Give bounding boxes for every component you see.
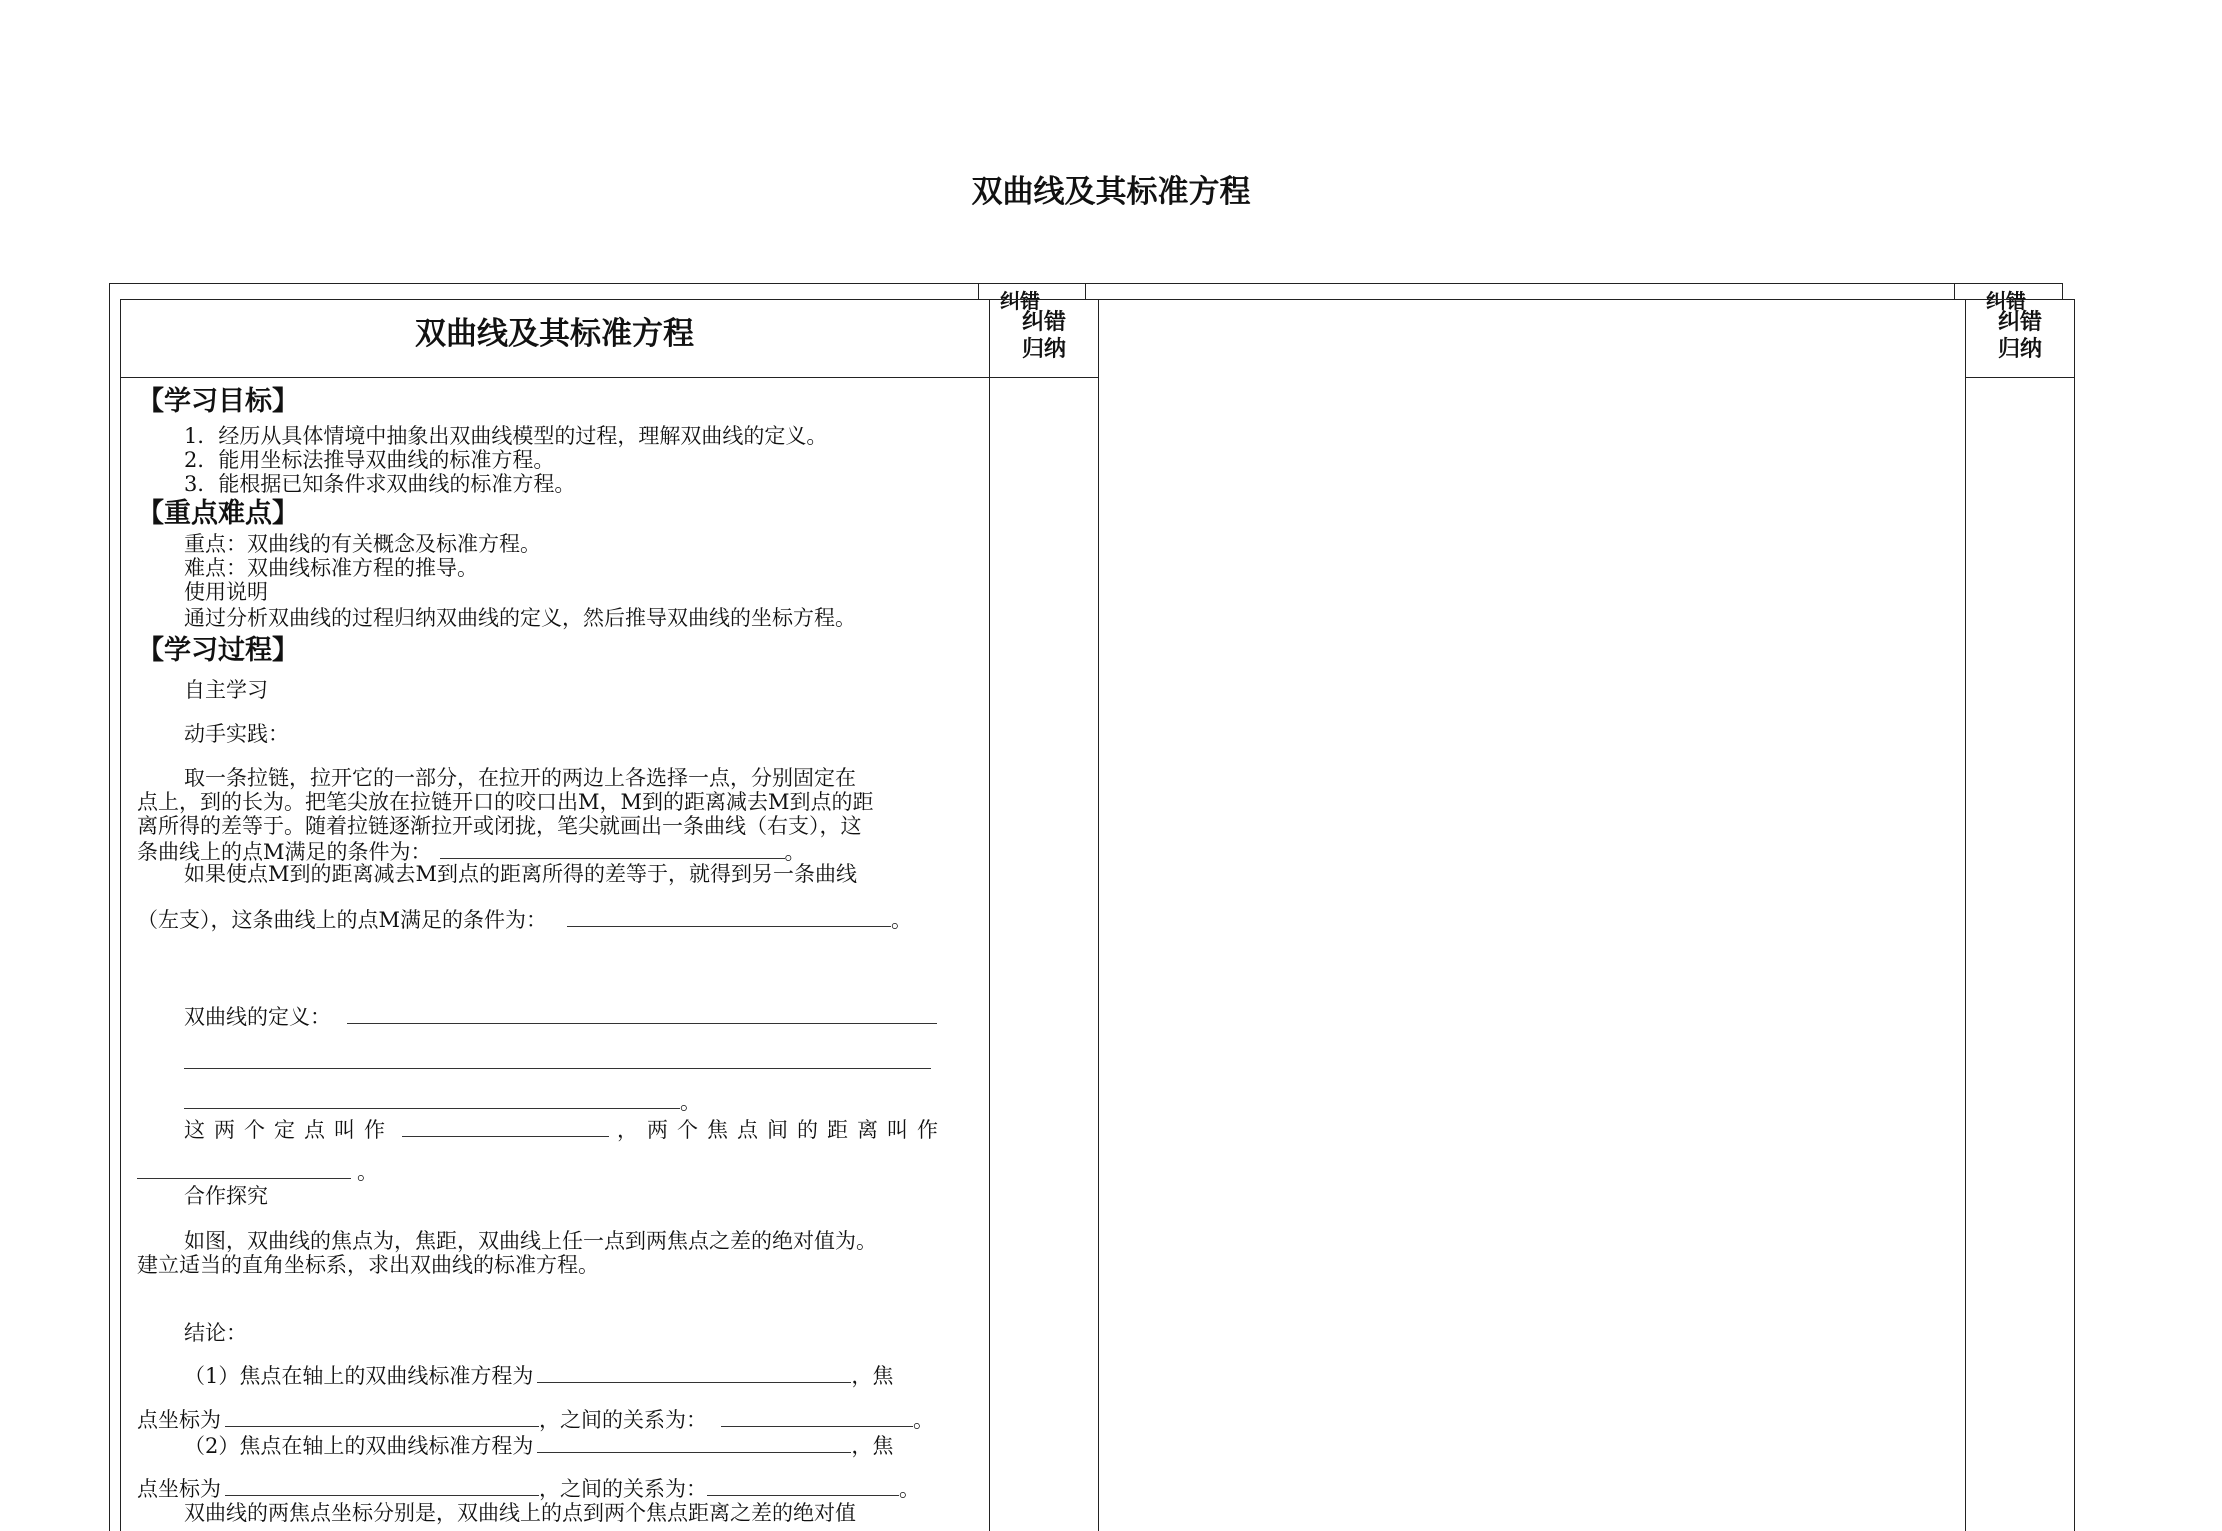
para-line: 如图，双曲线的焦点为，焦距，双曲线上任一点到两焦点之差的绝对值为。 — [184, 1229, 877, 1253]
goal-item: 1．经历从具体情境中抽象出双曲线模型的过程，理解双曲线的定义。 — [184, 424, 828, 448]
para-line: 点上，到的长为。把笔尖放在拉链开口的咬口出M，M到的距离减去M到点的距 — [137, 790, 874, 814]
para-line: 双曲线的两焦点坐标分别是，双曲线上的点到两个焦点距离之差的绝对值 — [184, 1501, 856, 1525]
fill-blank[interactable] — [137, 1158, 351, 1179]
conclusion-text: 点坐标为 — [137, 1477, 221, 1501]
fill-blank[interactable] — [347, 1003, 937, 1024]
definition-line — [184, 1088, 701, 1114]
fill-blank[interactable] — [567, 906, 891, 927]
para-line — [137, 838, 806, 864]
cooperative-label: 合作探究 — [184, 1184, 268, 1208]
para-line: 离所得的差等于。随着拉链逐渐拉开或闭拢，笔尖就画出一条曲线（右支），这 — [137, 814, 862, 838]
fill-blank[interactable] — [721, 1406, 913, 1427]
side-label-line: 归纳 — [1997, 337, 2042, 362]
goal-item: 3．能根据已知条件求双曲线的标准方程。 — [184, 472, 576, 496]
ghost-side-label: 纠错 — [1000, 289, 1040, 313]
para-line: 建立适当的直角坐标系，求出双曲线的标准方程。 — [137, 1253, 599, 1277]
difficulty: 难点：双曲线标准方程的推导。 — [184, 556, 478, 580]
fill-blank[interactable] — [225, 1475, 539, 1496]
fill-blank[interactable] — [707, 1475, 899, 1496]
conclusion-item — [137, 1406, 934, 1432]
foci-text: 这两个定点叫作 — [184, 1118, 394, 1142]
para-text: 条曲线上的点M满足的条件为： — [137, 840, 432, 864]
side-label-line: 纠错 — [1021, 310, 1066, 335]
document-title: 双曲线及其标准方程 — [971, 174, 1251, 210]
period: 。 — [891, 908, 913, 932]
keypoints-heading: 【重点难点】 — [137, 498, 299, 529]
foci-text: ，两个焦点间的距离叫作 — [617, 1118, 947, 1142]
para-text: （左支），这条曲线上的点M满足的条件为： — [137, 908, 548, 932]
self-study-label: 自主学习 — [184, 678, 268, 702]
conclusion-text: ，之间的关系为： — [539, 1408, 707, 1432]
period: 。 — [913, 1408, 934, 1432]
conclusion-text: （1）焦点在轴上的双曲线标准方程为 — [184, 1364, 534, 1388]
definition-line — [184, 1003, 937, 1029]
side-label-left — [990, 309, 1098, 363]
conclusion-item — [137, 1475, 920, 1501]
side-label-right — [1966, 309, 2074, 363]
goals-heading: 【学习目标】 — [137, 386, 299, 417]
foci-line — [184, 1116, 947, 1142]
goal-item: 2．能用坐标法推导双曲线的标准方程。 — [184, 448, 555, 472]
ghost-side-label: 纠错 — [1986, 289, 2026, 313]
table-header-title: 双曲线及其标准方程 — [415, 316, 694, 352]
period: 。 — [357, 1160, 378, 1184]
side-label-line: 归纳 — [1021, 337, 1066, 362]
conclusion-text: ，之间的关系为： — [539, 1477, 707, 1501]
para-line: 如果使点M到的距离减去M到点的距离所得的差等于，就得到另一条曲线 — [184, 862, 858, 886]
hands-on-label: 动手实践： — [184, 722, 289, 746]
fill-blank[interactable] — [537, 1362, 851, 1383]
para-line — [137, 906, 912, 932]
conclusion-text: ，焦 — [851, 1434, 894, 1458]
conclusion-label: 结论： — [184, 1321, 247, 1345]
definition-label: 双曲线的定义： — [184, 1005, 331, 1029]
conclusion-item — [184, 1362, 893, 1388]
fill-blank[interactable] — [537, 1432, 851, 1453]
para-line: 取一条拉链，拉开它的一部分，在拉开的两边上各选择一点，分别固定在 — [184, 766, 856, 790]
period: 。 — [680, 1090, 701, 1114]
key-point: 重点：双曲线的有关概念及标准方程。 — [184, 532, 541, 556]
fill-blank[interactable] — [184, 1088, 680, 1109]
fill-blank[interactable] — [440, 838, 785, 859]
conclusion-item — [184, 1432, 893, 1458]
conclusion-text: （2）焦点在轴上的双曲线标准方程为 — [184, 1434, 534, 1458]
usage-label: 使用说明 — [184, 580, 268, 604]
fill-blank[interactable] — [402, 1116, 609, 1137]
period: 。 — [899, 1477, 920, 1501]
conclusion-text: ，焦 — [851, 1364, 894, 1388]
process-heading: 【学习过程】 — [137, 635, 299, 666]
conclusion-text: 点坐标为 — [137, 1408, 221, 1432]
usage-text: 通过分析双曲线的过程归纳双曲线的定义，然后推导双曲线的坐标方程。 — [184, 606, 856, 630]
fill-blank[interactable] — [184, 1048, 931, 1069]
foci-line — [137, 1158, 378, 1184]
period: 。 — [784, 840, 806, 864]
fill-blank[interactable] — [225, 1406, 539, 1427]
side-label-line: 纠错 — [1997, 310, 2042, 335]
